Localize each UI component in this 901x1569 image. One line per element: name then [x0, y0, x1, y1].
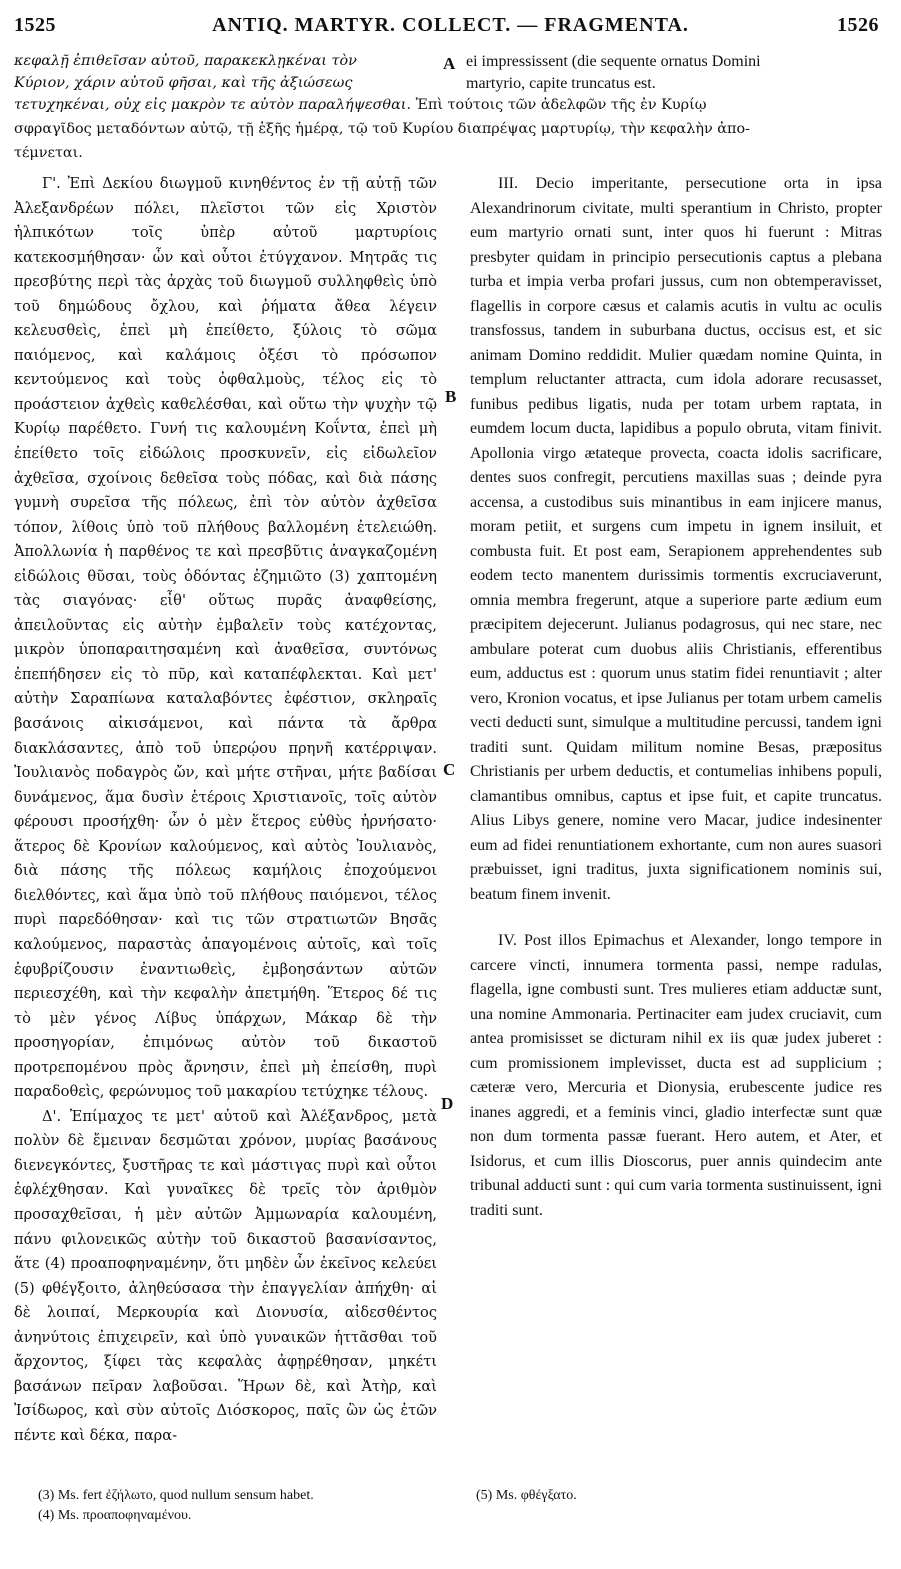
- right-page-number: 1526: [837, 14, 879, 36]
- greek-full-width-line: σφραγῖδος μεταδόντων αὐτῷ, τῇ ἑξῆς ἡμέρᾳ, τῷ τοῦ Κυρίου διαπρέψας μαρτυρίῳ, τὴν κεφαλὴν ἀπο-: [14, 121, 750, 137]
- greek-full-width-line: τέμνεται.: [14, 145, 83, 161]
- greek-section-iii: Γ'. Ἐπὶ Δεκίου διωγμοῦ κινηθέντος ἐν τῇ αὐτῇ τῶν Ἀλεξανδρέων πόλει, πλεῖστοι τῶν εἰς Χριστὸν ἠλπικότων τοῖς ὑπὲρ αὐτοῦ μαρτυρίοις κατεκοσμήθησαν· ὧν καὶ οὗτοι ἐτύγχανον. Μητρᾶς τις πρεσβύτης περὶ τὰς ἀρχὰς τοῦ διωγμοῦ συλληφθεὶς ὑπὸ τοῦ δημώδους ὄχλου, καὶ ῥήματα ἄθεα λέγειν κελευσθεὶς, ἐπεὶ μὴ ἐπείθετο, ξύλοις τὸ σῶμα παιόμενος, καὶ καλάμοις ὀξέσι τὸ πρόσωπον κεντούμενος καὶ τοὺς ὀφθαλμοὺς, τέλος εἰς τὸ προάστειον ἀχθεὶς καθελέσθαι, καὶ οὕτω τὴν ψυχὴν τῷ Κυρίῳ παρέθετο. Γυνή τις καλουμένη Κοΐντα, ἐπεὶ μὴ ἐπείθετο τοῖς εἰδώλοις προσκυνεῖν, εἰς εἰδωλεῖον ἀχθεῖσα, σχοίνοις δεθεῖσα τοὺς πόδας, καὶ διὰ πάσης γυμνὴ συρεῖσα τῆς πόλεως, ἐπὶ τὸν αὐτὸν ἀχθεῖσα τόπον, λίθοις ὑπὸ τοῦ πλήθους βαλλομένη ἐτελειώθη. Ἀπολλωνία ἡ παρθένος τε καὶ πρεσβῦτις ἀναγκαζομένη εἰδώλοις θῦσαι, τοὺς ὀδόντας ἐζημιῶτο (3) χαπτομένη τὰς σιαγόνας· εἶθ' οὕτως πυρᾶς ἀναφθείσης, ἀπειλοῦντας εἰς αὐτὴν ἐμβαλεῖν τοὺς κατέχοντας, μικρὸν ὑποπαραιτησαμένη καὶ ἀναθεῖσα, συντόνως ἐπεπήδησεν εἰς τὸ πῦρ, καὶ καταπέφλεκται. Καὶ μετ' αὐτὴν Σαραπίωνα καταλαβόντες ἐφέστιον, σκληραῖς βασάνοις αἰκισάμενοι, καὶ πάντα τὰ ἄρθρα διακλάσαντες, ἀπὸ τοῦ ὑπερῴου πρηνῆ κατέρριψαν. Ἰουλιανὸς ποδαγρὸς ὤν, καὶ μήτε στῆναι, μήτε βαδίσαι δυνάμενος, ἅμα δυσὶν ἑτέροις Χριστιανοῖς, τοῖς αὐτὸν φέρουσι προσήχθη· ὧν ὁ μὲν ἕτερος εὐθὺς ἠρνήσατο· ἅτερος δὲ Κρονίων καλούμενος, καὶ αὐτὸς Ἰουλιανὸς, διὰ πάσης τῆς πόλεως καμήλοις ἐποχούμενοι διελθόντες, καὶ ἅμα ὑπὸ τοῦ πλήθους παιόμενοι, τέλος πυρὶ παρεδόθησαν· καὶ τις τῶν στρατιωτῶν Βησᾶς καλούμενος, παραστὰς ἀπαγομένοις αὐτοῖς, καὶ τοῖς ἐφυβρίζουσιν ἐναντιωθεὶς, ἐμβοησάντων αὐτῶν περιεσχέθη, καὶ τὴν κεφαλὴν ἀπετμήθη. Ἕτερος δέ τις τὸ μὲν γένος Λίβυς ὑπάρχων, Μάκαρ δὲ τὴν προσηγορίαν, ἐπιμόνως αὐτὸν τοῦ δικαστοῦ προτρεπομένου πρὸς ἄρνησιν, ἐπεὶ μὴ ἐπείσθη, πυρὶ παραδοθεὶς, φερώνυμος τοῦ μακαρίου τετύχηκε τέλους.: [14, 175, 437, 1101]
- running-title: ANTIQ. MARTYR. COLLECT. — FRAGMENTA.: [212, 14, 689, 36]
- greek-italic-segment: τετυχηκέναι, οὐχ εἰς μακρὸν τε αὐτὸν παραλήψεσθαι.: [14, 97, 412, 113]
- footnote: (3) Ms. fert ἐζήλωτο, quod nullum sensum habet.: [38, 1488, 314, 1503]
- left-page-number: 1525: [14, 14, 56, 36]
- greek-continuation-line: Κύριον, χάριν αὐτοῦ φῆσαι, καὶ τῆς ἀξιώσεως: [14, 75, 353, 91]
- greek-section-iv: Δ'. Ἐπίμαχος τε μετ' αὐτοῦ καὶ Ἀλέξανδρος, μετὰ πολὺν δὲ ἔμειναν δεσμῶται χρόνον, μυρίας βασάνους διενεγκόντες, ξυστῆρας τε καὶ μάστιγας πυρὶ καὶ οὗτοι ἐφλέχθησαν. Καὶ γυναῖκες δὲ τρεῖς τὸν ἀριθμὸν προσαχθεῖσαι, ἡ μὲν αὐτῶν Ἀμμωναρία καλουμένη, πάνυ φιλονεικῶς αὐτὴν τοῦ δικαστοῦ βασανίσαντος, ἅτε (4) προαποφηναμένην, ὅτι μηδὲν ὧν ἐκεῖνος κελεύει (5) φθέγξοιτο, ἀληθεύσασα τὴν ἐπαγγελίαν ἀπήχθη· αἱ δὲ λοιπαί, Μερκουρία καὶ Διονυσία, αἰδεσθέντος ἀνηνύτοις ἐπιχειρεῖν, καὶ ὑπὸ γυναικῶν ἡττᾶσθαι τοῦ ἄρχοντος, ξίφει τὰς κεφαλὰς ἀφῃρέθησαν, μηκέτι βασάνων πεῖραν λαβοῦσαι. Ἥρων δὲ, καὶ Ἀτὴρ, καὶ Ἰσίδωρος, καὶ σὺν αὐτοῖς Διόσκορος, παῖς ὢν ὡς ἐτῶν πέντε καὶ δέκα, παρα-: [14, 1107, 437, 1444]
- greek-column: [14, 172, 437, 1448]
- latin-section-iii: III. Decio imperitante, persecutione orta in ipsa Alexandrinorum civitate, multi sperantium in Christo, propter eum martyrio ornati sunt, inter quos hi fuerunt : Mitras presbyter quidam in principio persecutionis captus a plebana turba et impia verba profari jussus, cum non obtemperavisset, flagellis in corpore cæsus et calamis acutis in vultu ac oculis transfossus, tandem in suburbana ductus, occisus est, et sic animam Domino reddidit. Mulier quædam nomine Quinta, in templum reluctanter attracta, cum idola adorare recusasset, funibus pedibus ligatis, nuda per totam urbem raptata, in eumdem locum ducta, lapidibus a populo obruta, vitam finivit. Apollonia virgo ætateque provecta, coacta idolis sacrificare, dentes suos confregit, percutiens maxillas suas ; deinde pyra accensa, a custodibus suis minantibus in eam injicere manus, moram petiit, et surgens cum impetu in ignem insiluit, et combusta fuit. Et post eam, Serapionem apprehendentes sub eodem tecto manentem durissimis tormentis excruciaverunt, omnia membra fregerunt, atque a superiore parte ædium eum præcipitem dejecerunt. Julianus podagrosus, qui nec stare, nec ambulare poterat cum duobus aliis Christianis, efferentibus eum, adductus est : quorum unus statim fidei renuntiavit ; alter vero, Kronion vocatus, et ipse Julianus per totam urbem camelis vecti deducti sunt, simulque a multitudine percussi, tandem igni traditi sunt. Quidam militum nomine Besas, præpositus Christianis per urbem deductis, et contumelias inhibens populi, clamantibus omnibus, captus et ipse fuit, et capite truncatus. Alius Libys genere, nomine vero Macar, judice indesinenter eum ad fidei renuntiationem exhortante, cum non aures suasori præbuisset, igni traditus, juxta significationem nominis sui, beatum finem invenit.: [470, 175, 882, 903]
- greek-segment: Ἐπὶ τούτοις τῶν ἀδελφῶν τῆς ἐν Κυρίῳ: [411, 97, 707, 113]
- latin-column: [470, 172, 882, 1223]
- footnotes-right: [476, 1486, 876, 1506]
- footnote: (5) Ms. φθέγξατο.: [476, 1488, 577, 1503]
- footnotes-left: [38, 1486, 438, 1526]
- latin-continuation-line: ei impressissent (die sequente ornatus Domini: [466, 53, 761, 70]
- margin-letter-a: A: [443, 54, 456, 73]
- footnote: (4) Ms. προαποφηναμένου.: [38, 1508, 192, 1523]
- greek-full-width-line: [14, 94, 886, 118]
- latin-section-iv: IV. Post illos Epimachus et Alexander, longo tempore in carcere vincti, innumera tormenta passi, nempe radulas, flagella, igne combusti sunt. Tres mulieres etiam adductæ sunt, una nomine Ammonaria. Pertinaciter eam judex cruciavit, cum antea promisisset se dicturam nihil ex iis quæ judex juberet : cum promissionem implevisset, ducta est ad supplicium ; cæteræ vero, Mercuria et Dionysia, erubescente judice res inanes aggredi, et a feminis vinci, gladio interfectæ sunt quæ non dum tormenta passæ fuerant. Hero autem, et Ater, et Isidorus, et cum illis Dioscorus, puer annis quindecim ante tribunal adducti sunt : qui cum varia tormenta sustinuissent, igni traditi sunt.: [470, 932, 882, 1219]
- margin-letter-c: C: [443, 760, 456, 779]
- margin-letter-b: B: [445, 387, 457, 406]
- margin-letter-d: D: [441, 1094, 454, 1113]
- greek-continuation-line: κεφαλῇ ἐπιθεῖσαν αὐτοῦ, παρακεκλῃκέναι τὸν: [14, 53, 357, 69]
- top-row: [14, 72, 886, 94]
- latin-continuation-line: martyrio, capite truncatus est.: [466, 75, 656, 92]
